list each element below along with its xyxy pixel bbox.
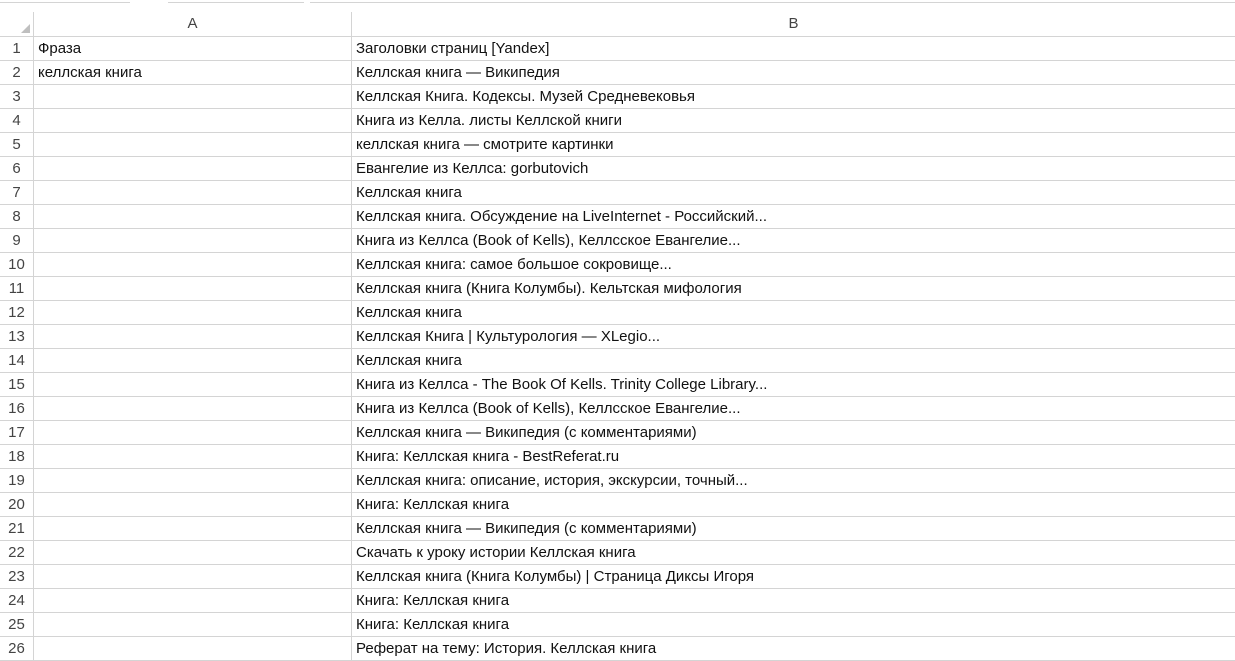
cell-b[interactable]: Келлская книга (Книга Колумбы) | Страница Диксы Игоря <box>356 568 755 585</box>
cell-a[interactable] <box>34 109 352 132</box>
row-number[interactable]: 26 <box>0 637 34 660</box>
table-row <box>0 397 1235 421</box>
row-number[interactable]: 23 <box>0 565 34 588</box>
cell-a[interactable] <box>34 445 352 468</box>
row-number[interactable]: 13 <box>0 325 34 348</box>
row-number[interactable]: 11 <box>0 277 34 300</box>
table-row <box>0 85 1235 109</box>
cell-b[interactable]: Книга: Келлская книга <box>356 616 510 633</box>
row-number[interactable]: 4 <box>0 109 34 132</box>
cell-a[interactable] <box>34 397 352 420</box>
table-row <box>0 349 1235 373</box>
cell-b[interactable]: Книга из Келла. листы Келлской книги <box>356 112 622 129</box>
row-number[interactable]: 22 <box>0 541 34 564</box>
row-number[interactable]: 16 <box>0 397 34 420</box>
cell-a[interactable] <box>34 565 352 588</box>
row-number[interactable]: 3 <box>0 85 34 108</box>
table-row <box>0 181 1235 205</box>
cell-a[interactable]: Фраза <box>34 37 352 60</box>
cell-a[interactable] <box>34 349 352 372</box>
cell-a[interactable] <box>34 157 352 180</box>
row-number[interactable]: 12 <box>0 301 34 324</box>
cell-b[interactable]: Книга из Келлса (Book of Kells), Келлсское Евангелие... <box>356 232 741 249</box>
table-row <box>0 109 1235 133</box>
row-number[interactable]: 19 <box>0 469 34 492</box>
table-row <box>0 517 1235 541</box>
row-number[interactable]: 8 <box>0 205 34 228</box>
cell-b[interactable]: келлская книга — смотрите картинки <box>356 136 614 153</box>
row-number[interactable]: 10 <box>0 253 34 276</box>
cell-a[interactable] <box>34 301 352 324</box>
table-row <box>0 205 1235 229</box>
cell-b[interactable]: Келлская книга <box>356 184 462 201</box>
top-toolbar-edge <box>0 0 1235 12</box>
cell-a[interactable] <box>34 325 352 348</box>
cell-a[interactable] <box>34 373 352 396</box>
table-row <box>0 445 1235 469</box>
column-header-b[interactable]: B <box>788 15 799 32</box>
table-row <box>0 325 1235 349</box>
cell-a[interactable] <box>34 613 352 636</box>
cell-b[interactable]: Заголовки страниц [Yandex] <box>356 40 550 57</box>
cell-a[interactable] <box>34 589 352 612</box>
toolbar-separator <box>310 0 1235 3</box>
cell-b[interactable]: Келлская книга — Википедия (с комментариями) <box>356 520 697 537</box>
table-row <box>0 589 1235 613</box>
cell-a[interactable] <box>34 421 352 444</box>
cell-b[interactable]: Скачать к уроку истории Келлская книга <box>356 544 636 561</box>
cell-b[interactable]: Келлская книга — Википедия (с комментариями) <box>356 424 697 441</box>
cell-a[interactable] <box>34 277 352 300</box>
row-number[interactable]: 21 <box>0 517 34 540</box>
table-row <box>0 133 1235 157</box>
row-number[interactable]: 20 <box>0 493 34 516</box>
row-number[interactable]: 15 <box>0 373 34 396</box>
cell-a[interactable] <box>34 469 352 492</box>
row-number[interactable]: 18 <box>0 445 34 468</box>
table-row <box>0 613 1235 637</box>
cell-a[interactable] <box>34 229 352 252</box>
cell-b[interactable]: Евангелие из Келлса: gorbutovich <box>356 160 589 177</box>
cell-b[interactable]: Келлская книга (Книга Колумбы). Кельтская мифология <box>356 280 742 297</box>
cell-a[interactable]: келлская книга <box>34 61 352 84</box>
column-header-a[interactable]: A <box>34 12 352 36</box>
cell-b[interactable]: Келлская книга <box>356 304 462 321</box>
column-header-row <box>0 12 1235 37</box>
cell-b[interactable]: Келлская книга: описание, история, экскурсии, точный... <box>356 472 748 489</box>
row-number[interactable]: 6 <box>0 157 34 180</box>
row-number[interactable]: 2 <box>0 61 34 84</box>
row-number[interactable]: 9 <box>0 229 34 252</box>
cell-a[interactable] <box>34 85 352 108</box>
cell-b[interactable]: Келлская Книга. Кодексы. Музей Средневековья <box>356 88 695 105</box>
row-number[interactable]: 14 <box>0 349 34 372</box>
table-row <box>0 277 1235 301</box>
table-row <box>0 469 1235 493</box>
row-number[interactable]: 7 <box>0 181 34 204</box>
cell-b[interactable]: Книга: Келлская книга <box>356 496 510 513</box>
toolbar-separator <box>0 0 130 3</box>
row-number[interactable]: 24 <box>0 589 34 612</box>
select-all-button[interactable] <box>0 12 34 36</box>
cell-b[interactable]: Книга: Келлская книга - BestReferat.ru <box>356 448 620 465</box>
select-all-icon <box>21 24 30 33</box>
cell-a[interactable] <box>34 253 352 276</box>
cell-a[interactable] <box>34 637 352 660</box>
cell-b[interactable]: Келлская книга — Википедия <box>356 64 560 81</box>
table-row <box>0 637 1235 661</box>
table-row <box>0 493 1235 517</box>
table-row <box>0 421 1235 445</box>
row-number[interactable]: 5 <box>0 133 34 156</box>
row-number[interactable]: 25 <box>0 613 34 636</box>
table-row <box>0 373 1235 397</box>
cell-a[interactable] <box>34 517 352 540</box>
toolbar-separator <box>168 0 304 3</box>
table-row <box>0 301 1235 325</box>
cell-a[interactable] <box>34 133 352 156</box>
table-row <box>0 157 1235 181</box>
cell-a[interactable] <box>34 181 352 204</box>
table-row <box>0 229 1235 253</box>
cell-b[interactable]: Реферат на тему: История. Келлская книга <box>356 640 657 657</box>
cell-b[interactable]: Книга из Келлса (Book of Kells), Келлсское Евангелие... <box>356 400 741 417</box>
table-row <box>0 253 1235 277</box>
cell-b[interactable]: Келлская книга <box>356 352 462 369</box>
cell-b[interactable]: Книга: Келлская книга <box>356 592 510 609</box>
cell-b[interactable]: Келлская книга. Обсуждение на LiveInternet - Российский... <box>356 208 767 225</box>
cell-a[interactable] <box>34 541 352 564</box>
cell-a[interactable] <box>34 205 352 228</box>
cell-b[interactable]: Келлская книга: самое большое сокровище... <box>356 256 672 273</box>
cell-b[interactable]: Келлская Книга | Культурология — XLegio... <box>356 328 661 345</box>
table-row <box>0 37 1235 61</box>
spreadsheet-grid <box>0 12 1235 661</box>
cell-a[interactable] <box>34 493 352 516</box>
row-number[interactable]: 17 <box>0 421 34 444</box>
cell-b[interactable]: Книга из Келлса - The Book Of Kells. Trinity College Library... <box>356 376 768 393</box>
rows-container <box>0 37 1235 661</box>
table-row <box>0 61 1235 85</box>
table-row <box>0 541 1235 565</box>
row-number[interactable]: 1 <box>0 37 34 60</box>
table-row <box>0 565 1235 589</box>
